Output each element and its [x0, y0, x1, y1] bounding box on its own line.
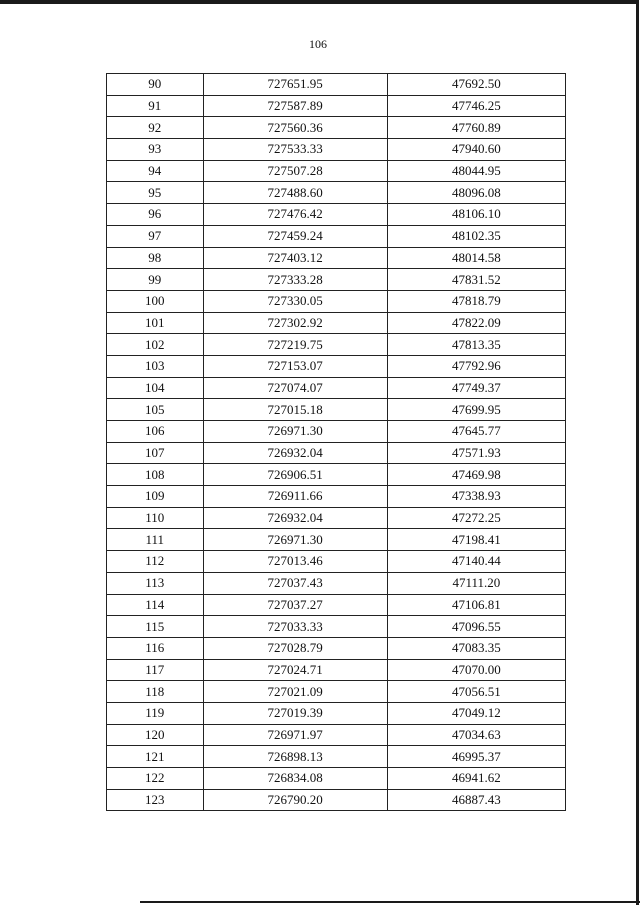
y-coordinate-cell: 47831.52	[387, 269, 565, 291]
y-coordinate-cell: 46941.62	[387, 768, 565, 790]
y-coordinate-cell: 48014.58	[387, 247, 565, 269]
x-coordinate-cell: 727476.42	[203, 204, 387, 226]
point-number-cell: 92	[107, 117, 204, 139]
y-coordinate-cell: 47692.50	[387, 74, 565, 96]
point-number-cell: 101	[107, 312, 204, 334]
y-coordinate-cell: 47469.98	[387, 464, 565, 486]
table-row	[107, 594, 566, 616]
table-row	[107, 334, 566, 356]
point-number-cell: 122	[107, 768, 204, 790]
y-coordinate-cell: 47056.51	[387, 681, 565, 703]
point-number-cell: 117	[107, 659, 204, 681]
table-row	[107, 486, 566, 508]
table-row	[107, 269, 566, 291]
y-coordinate-cell: 47034.63	[387, 724, 565, 746]
table-row	[107, 377, 566, 399]
y-coordinate-cell: 47111.20	[387, 572, 565, 594]
table-row	[107, 421, 566, 443]
point-number-cell: 105	[107, 399, 204, 421]
point-number-cell: 110	[107, 507, 204, 529]
table-row	[107, 442, 566, 464]
y-coordinate-cell: 47049.12	[387, 702, 565, 724]
point-number-cell: 108	[107, 464, 204, 486]
page-border-right	[636, 0, 639, 905]
y-coordinate-cell: 47272.25	[387, 507, 565, 529]
table-row	[107, 768, 566, 790]
y-coordinate-cell: 47813.35	[387, 334, 565, 356]
x-coordinate-cell: 726906.51	[203, 464, 387, 486]
y-coordinate-cell: 47940.60	[387, 139, 565, 161]
page-border-bottom	[140, 901, 640, 903]
x-coordinate-cell: 727037.27	[203, 594, 387, 616]
y-coordinate-cell: 47645.77	[387, 421, 565, 443]
y-coordinate-cell: 47106.81	[387, 594, 565, 616]
y-coordinate-cell: 47070.00	[387, 659, 565, 681]
point-number-cell: 95	[107, 182, 204, 204]
y-coordinate-cell: 47746.25	[387, 95, 565, 117]
table-row	[107, 117, 566, 139]
point-number-cell: 107	[107, 442, 204, 464]
y-coordinate-cell: 47749.37	[387, 377, 565, 399]
x-coordinate-cell: 727024.71	[203, 659, 387, 681]
table-row	[107, 139, 566, 161]
point-number-cell: 106	[107, 421, 204, 443]
page-number: 106	[309, 37, 327, 51]
coordinate-table	[106, 73, 566, 811]
x-coordinate-cell: 726834.08	[203, 768, 387, 790]
y-coordinate-cell: 48106.10	[387, 204, 565, 226]
x-coordinate-cell: 727333.28	[203, 269, 387, 291]
point-number-cell: 120	[107, 724, 204, 746]
table-row	[107, 659, 566, 681]
table-row	[107, 74, 566, 96]
x-coordinate-cell: 727153.07	[203, 355, 387, 377]
point-number-cell: 113	[107, 572, 204, 594]
page-border-top	[0, 0, 636, 4]
x-coordinate-cell: 726932.04	[203, 442, 387, 464]
x-coordinate-cell: 727219.75	[203, 334, 387, 356]
point-number-cell: 104	[107, 377, 204, 399]
x-coordinate-cell: 727651.95	[203, 74, 387, 96]
x-coordinate-cell: 727488.60	[203, 182, 387, 204]
x-coordinate-cell: 726932.04	[203, 507, 387, 529]
table-row	[107, 399, 566, 421]
x-coordinate-cell: 727302.92	[203, 312, 387, 334]
point-number-cell: 123	[107, 789, 204, 811]
x-coordinate-cell: 727037.43	[203, 572, 387, 594]
y-coordinate-cell: 47338.93	[387, 486, 565, 508]
x-coordinate-cell: 726790.20	[203, 789, 387, 811]
table-row	[107, 507, 566, 529]
x-coordinate-cell: 726971.30	[203, 529, 387, 551]
point-number-cell: 103	[107, 355, 204, 377]
y-coordinate-cell: 47571.93	[387, 442, 565, 464]
point-number-cell: 116	[107, 637, 204, 659]
x-coordinate-cell: 727019.39	[203, 702, 387, 724]
table-row	[107, 637, 566, 659]
table-row	[107, 204, 566, 226]
point-number-cell: 96	[107, 204, 204, 226]
y-coordinate-cell: 47096.55	[387, 616, 565, 638]
table-row	[107, 182, 566, 204]
point-number-cell: 93	[107, 139, 204, 161]
table-row	[107, 572, 566, 594]
y-coordinate-cell: 47140.44	[387, 551, 565, 573]
point-number-cell: 118	[107, 681, 204, 703]
table-row	[107, 95, 566, 117]
table-row	[107, 355, 566, 377]
table-row	[107, 724, 566, 746]
point-number-cell: 99	[107, 269, 204, 291]
point-number-cell: 119	[107, 702, 204, 724]
y-coordinate-cell: 47792.96	[387, 355, 565, 377]
x-coordinate-cell: 727033.33	[203, 616, 387, 638]
table-row	[107, 312, 566, 334]
x-coordinate-cell: 727021.09	[203, 681, 387, 703]
table-row	[107, 290, 566, 312]
point-number-cell: 91	[107, 95, 204, 117]
point-number-cell: 111	[107, 529, 204, 551]
x-coordinate-cell: 727533.33	[203, 139, 387, 161]
x-coordinate-cell: 727507.28	[203, 160, 387, 182]
point-number-cell: 112	[107, 551, 204, 573]
x-coordinate-cell: 726911.66	[203, 486, 387, 508]
x-coordinate-cell: 726971.30	[203, 421, 387, 443]
x-coordinate-cell: 727587.89	[203, 95, 387, 117]
table-row	[107, 551, 566, 573]
x-coordinate-cell: 727459.24	[203, 225, 387, 247]
point-number-cell: 90	[107, 74, 204, 96]
x-coordinate-cell: 727560.36	[203, 117, 387, 139]
table-row	[107, 529, 566, 551]
table-row	[107, 789, 566, 811]
table-row	[107, 746, 566, 768]
point-number-cell: 94	[107, 160, 204, 182]
table-row	[107, 160, 566, 182]
x-coordinate-cell: 727330.05	[203, 290, 387, 312]
y-coordinate-cell: 48102.35	[387, 225, 565, 247]
table-row	[107, 225, 566, 247]
y-coordinate-cell: 46995.37	[387, 746, 565, 768]
y-coordinate-cell: 47822.09	[387, 312, 565, 334]
point-number-cell: 102	[107, 334, 204, 356]
table-row	[107, 702, 566, 724]
y-coordinate-cell: 47198.41	[387, 529, 565, 551]
coordinate-table-body	[107, 74, 566, 811]
x-coordinate-cell: 726898.13	[203, 746, 387, 768]
x-coordinate-cell: 727074.07	[203, 377, 387, 399]
y-coordinate-cell: 47818.79	[387, 290, 565, 312]
point-number-cell: 114	[107, 594, 204, 616]
y-coordinate-cell: 47760.89	[387, 117, 565, 139]
point-number-cell: 121	[107, 746, 204, 768]
y-coordinate-cell: 48044.95	[387, 160, 565, 182]
table-row	[107, 616, 566, 638]
point-number-cell: 97	[107, 225, 204, 247]
x-coordinate-cell: 727403.12	[203, 247, 387, 269]
x-coordinate-cell: 726971.97	[203, 724, 387, 746]
x-coordinate-cell: 727028.79	[203, 637, 387, 659]
y-coordinate-cell: 47699.95	[387, 399, 565, 421]
y-coordinate-cell: 48096.08	[387, 182, 565, 204]
table-row	[107, 464, 566, 486]
x-coordinate-cell: 727015.18	[203, 399, 387, 421]
table-row	[107, 247, 566, 269]
table-row	[107, 681, 566, 703]
point-number-cell: 98	[107, 247, 204, 269]
point-number-cell: 109	[107, 486, 204, 508]
y-coordinate-cell: 46887.43	[387, 789, 565, 811]
x-coordinate-cell: 727013.46	[203, 551, 387, 573]
point-number-cell: 115	[107, 616, 204, 638]
point-number-cell: 100	[107, 290, 204, 312]
y-coordinate-cell: 47083.35	[387, 637, 565, 659]
